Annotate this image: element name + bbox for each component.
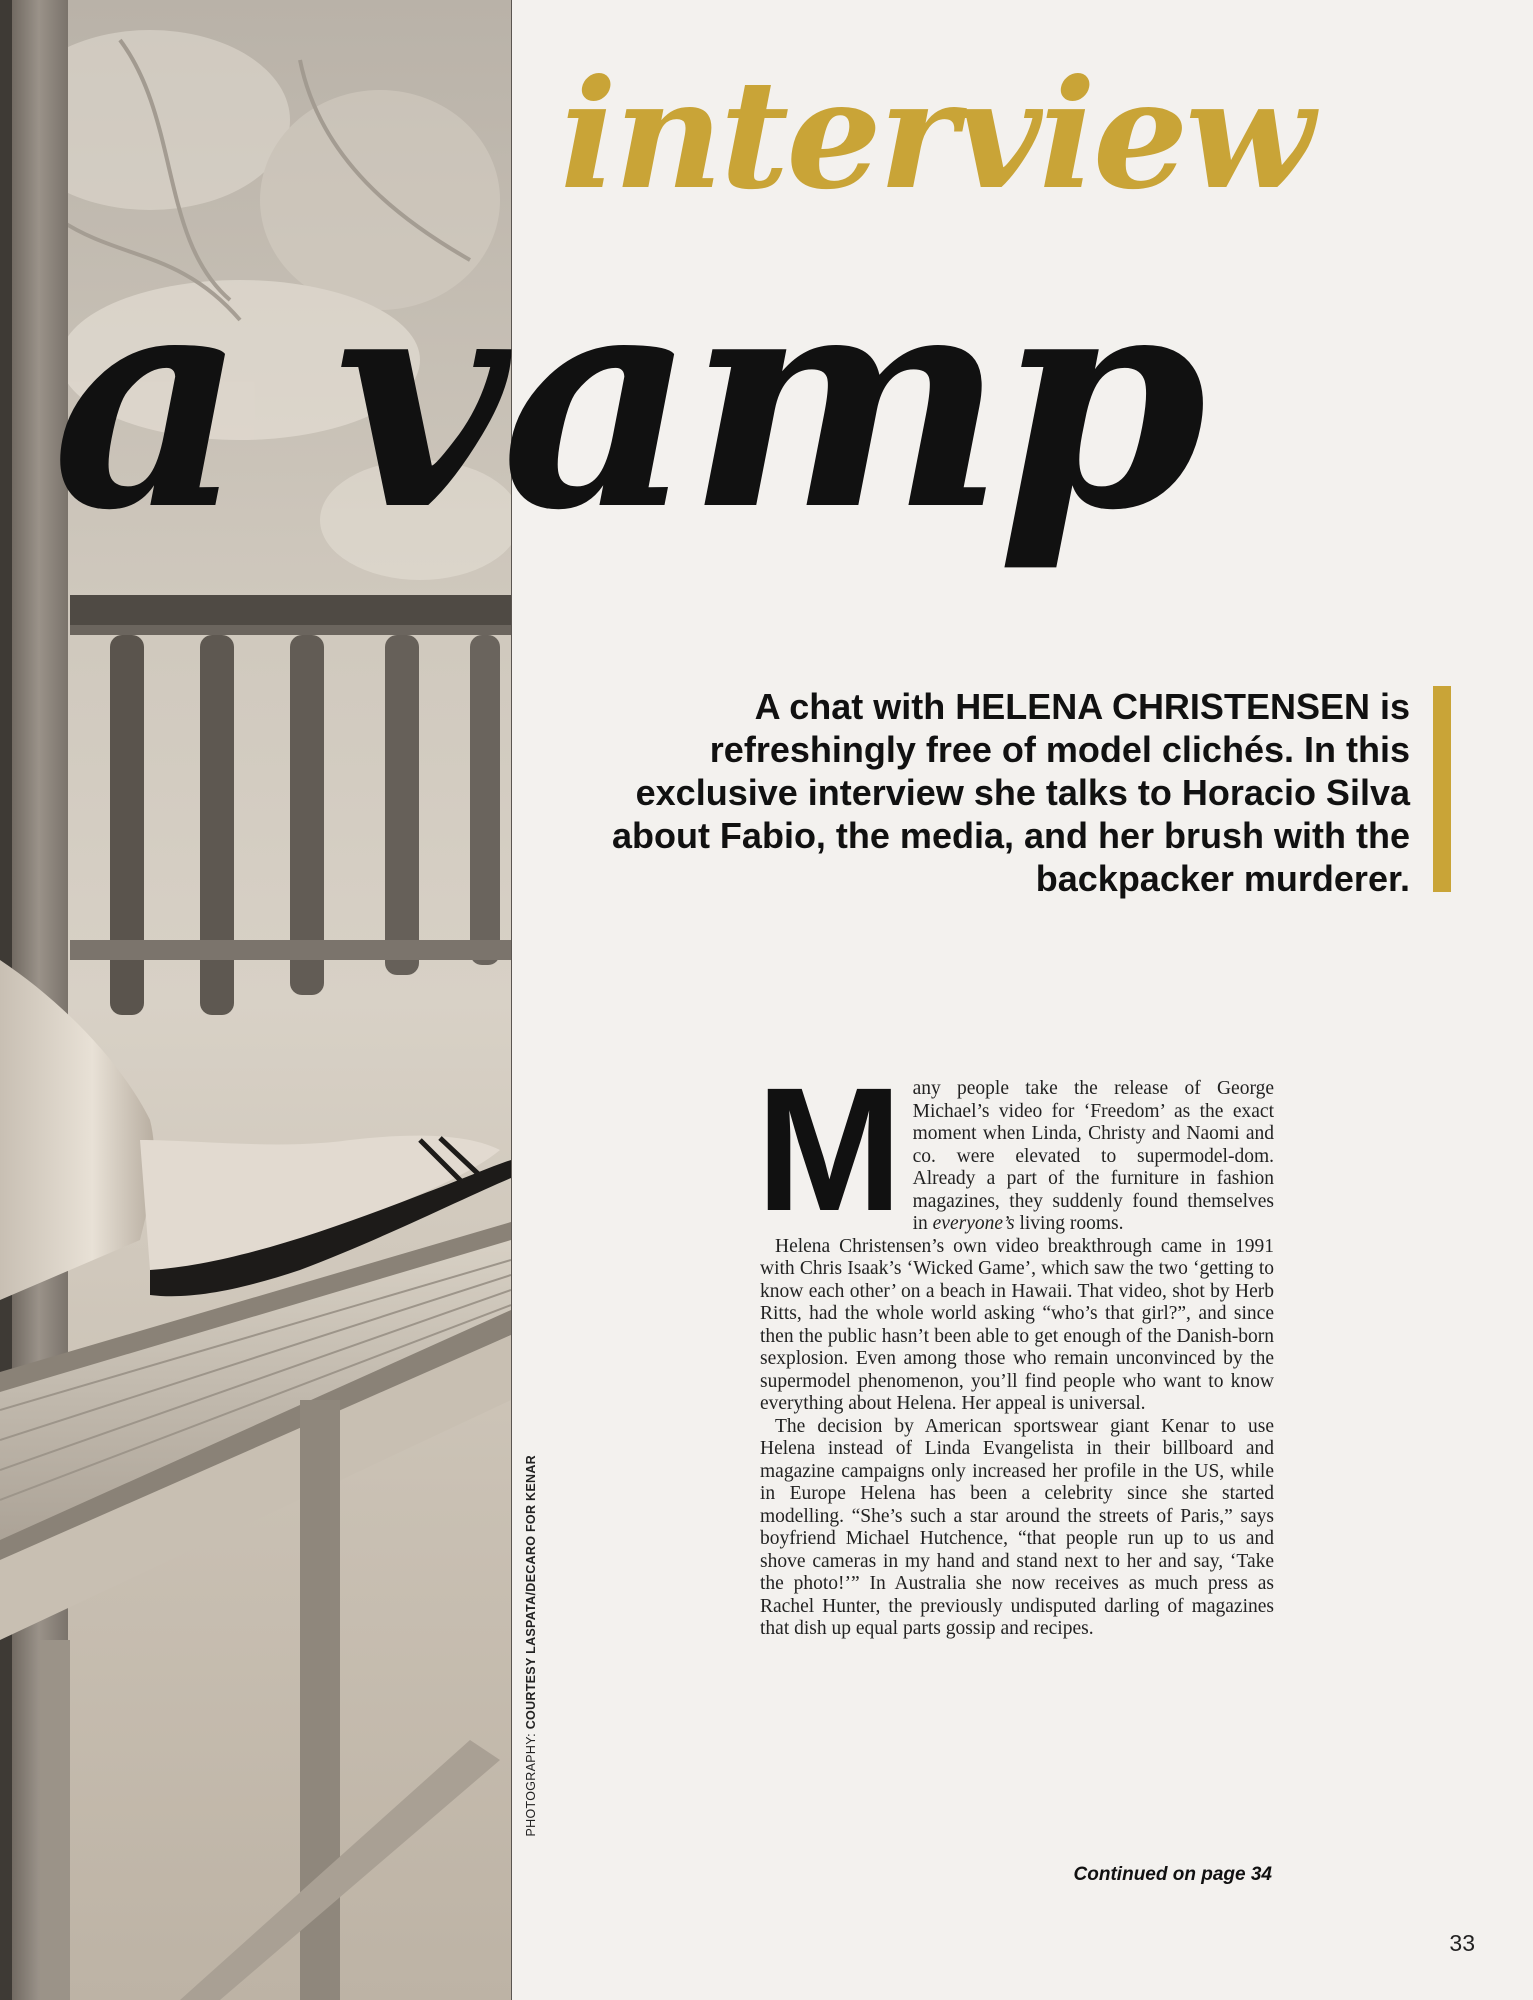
bamboo-bench	[0, 1222, 511, 2000]
gold-accent-rule	[1433, 686, 1451, 892]
standfirst: A chat with HELENA CHRISTENSEN is refreshingly free of model clichés. In this exclusive interview she talks to Horacio Silva about Fabio, the media, and her brush with the backpacker murderer.	[611, 686, 1410, 899]
balcony-railing	[70, 595, 511, 1015]
paragraph-3: The decision by American sportswear giant Kenar to use Helena instead of Linda Evangelista in their billboard and magazine campaigns only increased her profile in the US, while in Europe Helena has been a celebrity since she started modelling. “She’s such a star around the streets of Paris,” says boyfriend Michael Hutchence, “that people run up to us and shove cameras in my hand and stand next to her and say, ‘Take the photo!’” In Australia she now receives as much press as Rachel Hunter, the previously undisputed darling of magazines that dish up equal parts gossip and recipes.	[760, 1415, 1274, 1639]
drop-cap: M	[756, 1052, 903, 1248]
photo-credit-label: PHOTOGRAPHY:	[524, 1733, 538, 1837]
section-title: interview	[560, 47, 1312, 223]
photo-credit	[524, 1455, 538, 1836]
photo-credit-name: COURTESY LASPATA/DECARO FOR KENAR	[524, 1455, 538, 1730]
article-body	[756, 1052, 1274, 1641]
continued-link: Continued on page 34	[1073, 1864, 1272, 1885]
headline: a vamp	[52, 223, 1199, 576]
page-number: 33	[1449, 1930, 1475, 1956]
paragraph-2: Helena Christensen’s own video breakthrough came in 1991 with Chris Isaak’s ‘Wicked Game’, which saw the two ‘getting to know each other’ on a beach in Hawaii. That video, shot by Herb Ritts, had the whole world asking “who’s that girl?”, and since then the public hasn’t been able to get enough of the Danish-born sexplosion. Even among those who remain unconvinced by the supermodel phenomenon, you’ll find people who want to know everything about Helena. Her appeal is universal.	[760, 1235, 1274, 1414]
paragraph-1: Many people take the release of George Michael’s video for ‘Freedom’ as the exact moment when Linda, Christy and Naomi and co. were elevated to supermodel-dom. Already a part of the furniture in fashion magazines, they suddenly found themselves in everyone’s living rooms.	[756, 1052, 1274, 1248]
